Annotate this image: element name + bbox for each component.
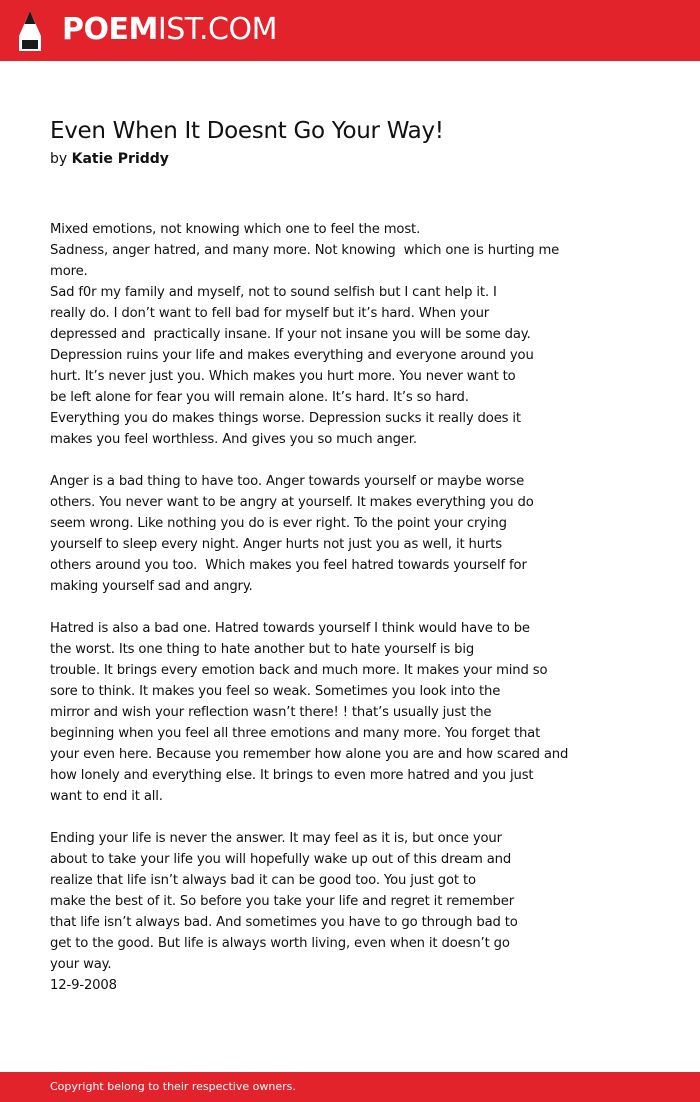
poem-line: Anger is a bad thing to have too. Anger towards yourself or maybe worse [50,474,525,489]
poem-line: Everything you do makes things worse. Depression sucks it really does it [50,411,521,426]
poem-line: be left alone for fear you will remain alone. It’s hard. It’s so hard. [50,390,469,405]
site-header [0,0,700,61]
poem-line: Mixed emotions, not knowing which one to feel the most. [50,222,421,237]
poem-line: making yourself sad and angry. [50,579,253,594]
poem-line: Ending your life is never the answer. It may feel as it is, but once your [50,831,502,846]
stanza-break [50,597,610,618]
poem-line: your even here. Because you remember how alone you are and how scared and [50,747,569,762]
poem-body [50,219,610,996]
poem-line: others around you too. Which makes you feel hatred towards yourself for [50,558,527,573]
by-label: by [50,151,68,167]
logo-brand-bold: POEM [62,12,158,47]
poem-byline [50,149,169,169]
poem-line: your way. [50,957,112,972]
poem-line: Hatred is also a bad one. Hatred towards yourself I think would have to be [50,621,530,636]
poem-line: realize that life isn’t always bad it can be good too. You just got to [50,873,476,888]
author-name[interactable]: Katie Priddy [71,151,169,167]
poem-title: Even When It Doesnt Go Your Way! [50,118,444,144]
poem-line: get to the good. But life is always worth living, even when it doesn’t go [50,936,510,951]
poem-line: that life isn’t always bad. And sometimes you have to go through bad to [50,915,518,930]
poem-line: Sadness, anger hatred, and many more. Not knowing which one is hurting me [50,243,560,258]
stanza-break [50,807,610,828]
site-logo[interactable] [62,12,277,48]
poem-line: about to take your life you will hopefully wake up out of this dream and [50,852,512,867]
stanza-break [50,450,610,471]
logo-brand-light: IST.COM [157,12,277,47]
poem-line: want to end it all. [50,789,163,804]
poem-line: hurt. It’s never just you. Which makes you hurt more. You never want to [50,369,516,384]
poem-line: really do. I don’t want to fell bad for myself but it’s hard. When your [50,306,490,321]
poem-line: seem wrong. Like nothing you do is ever right. To the point your crying [50,516,507,531]
poem-line: yourself to sleep every night. Anger hurts not just you as well, it hurts [50,537,502,552]
poem-line: 12-9-2008 [50,978,117,993]
poem-line: trouble. It brings every emotion back and much more. It makes your mind so [50,663,548,678]
poem-line: mirror and wish your reflection wasn’t there! ! that’s usually just the [50,705,492,720]
poem-line: Depression ruins your life and makes everything and everyone around you [50,348,534,363]
pencil-tip-icon [18,10,42,52]
poem-line: beginning when you feel all three emotions and many more. You forget that [50,726,541,741]
poem-line: sore to think. It makes you feel so weak. Sometimes you look into the [50,684,501,699]
site-footer [0,1072,700,1102]
poem-line: make the best of it. So before you take your life and regret it remember [50,894,515,909]
poem-line: how lonely and everything else. It brings to even more hatred and you just [50,768,534,783]
poem-line: makes you feel worthless. And gives you so much anger. [50,432,417,447]
poem-line: others. You never want to be angry at yourself. It makes everything you do [50,495,534,510]
poem-line: the worst. Its one thing to hate another but to hate yourself is big [50,642,475,657]
poem-line: more. [50,264,88,279]
poem-line: Sad f0r my family and myself, not to sound selfish but I cant help it. I [50,285,497,300]
copyright-notice: Copyright belong to their respective owners. [50,1080,296,1093]
poem-line: depressed and practically insane. If your not insane you will be some day. [50,327,531,342]
